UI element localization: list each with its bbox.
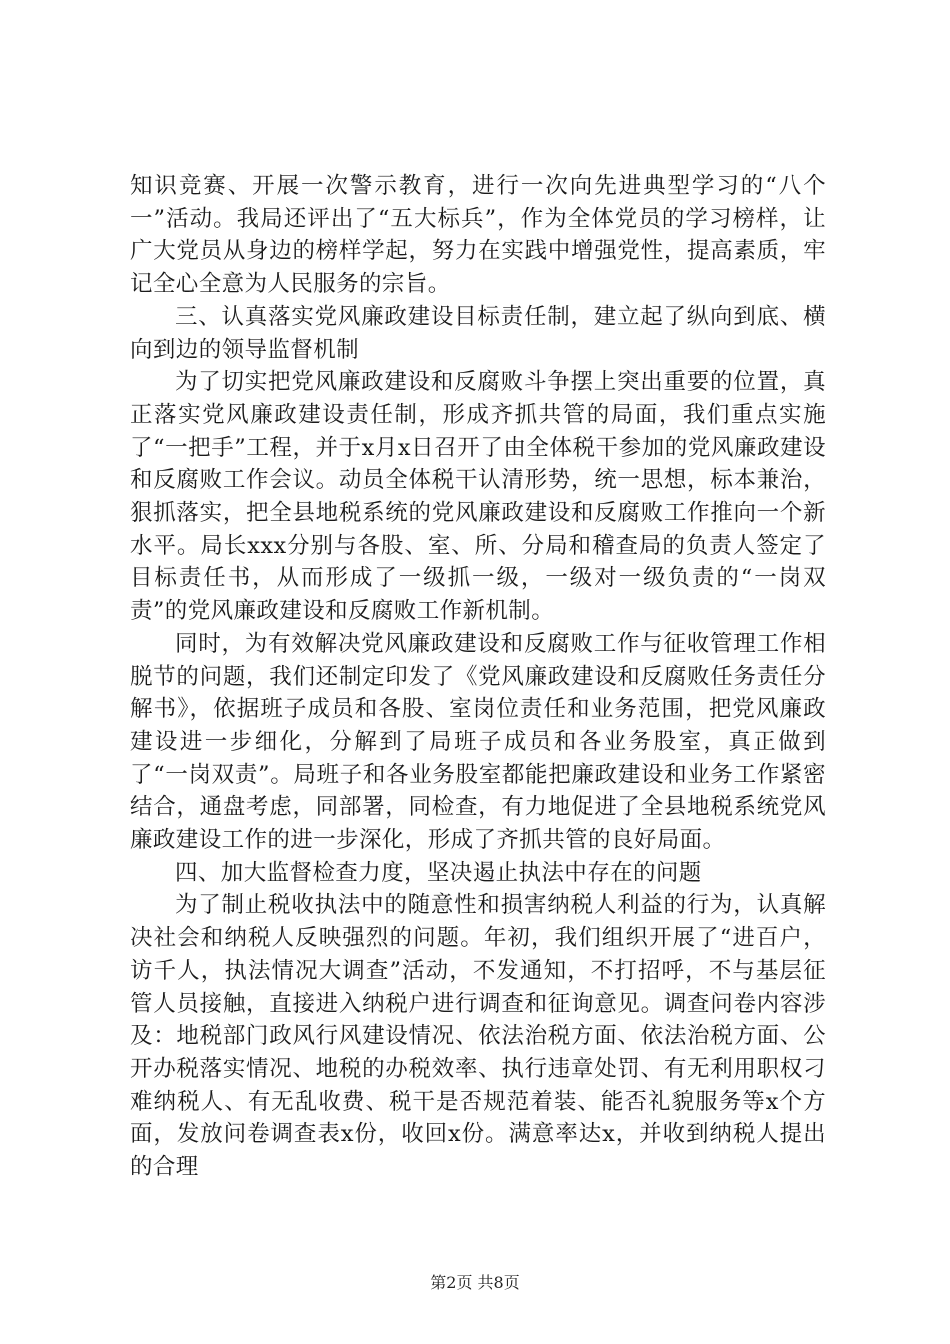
paragraph: 为了制止税收执法中的随意性和损害纳税人利益的行为，认真解决社会和纳税人反映强烈的问题。年初，我们组织开展了“进百户，访千人，执法情况大调查”活动，不发通知，不打招呼，不与基层征管人员接触，直接进入纳税户进行调查和征询意见。调查问卷内容涉及：地税部门政风行风建设情况、依法治税方面、依法治税方面、公开办税落实情况、地税的办税效率、执行违章处罚、有无利用职权刁难纳税人、有无乱收费、税干是否规范着装、能否礼貌服务等x个方面，发放问卷调查表x份，收回x份。满意率达x，并收到纳税人提出的合理 (130, 892, 826, 1181)
page-number-footer: 第2页 共8页 (430, 1273, 520, 1292)
paragraph: 同时，为有效解决党风廉政建设和反腐败工作与征收管理工作相脱节的问题，我们还制定印发了《党风廉政建设和反腐败任务责任分解书》，依据班子成员和各股、室岗位责任和业务范围，把党风廉政建设进一步细化，分解到了局班子成员和各业务股室，真正做到了“一岗双责”。局班子和各业务股室都能把廉政建设和业务工作紧密结合，通盘考虑，同部署，同检查，有力地促进了全县地税系统党风廉政建设工作的进一步深化，形成了齐抓共管的良好局面。 (130, 630, 826, 854)
paragraph-continued: 知识竞赛、开展一次警示教育，进行一次向先进典型学习的“八个一”活动。我局还评出了“五大标兵”，作为全体党员的学习榜样，让广大党员从身边的榜样学起，努力在实践中增强党性，提高素质，牢记全心全意为人民服务的宗旨。 (130, 173, 826, 298)
document-body (130, 170, 826, 1184)
paragraph: 为了切实把党风廉政建设和反腐败斗争摆上突出重要的位置，真正落实党风廉政建设责任制，形成齐抓共管的局面，我们重点实施了“一把手”工程，并于x月x日召开了由全体税干参加的党风廉政建设和反腐败工作会议。动员全体税干认清形势，统一思想，标本兼治，狠抓落实，把全县地税系统的党风廉政建设和反腐败工作推向一个新水平。局长xxx分别与各股、室、所、分局和稽查局的负责人签定了目标责任书，从而形成了一级抓一级，一级对一级负责的“一岗双责”的党风廉政建设和反腐败工作新机制。 (130, 369, 826, 625)
section-heading-three: 三、认真落实党风廉政建设目标责任制，建立起了纵向到底、横向到边的领导监督机制 (130, 303, 826, 363)
section-heading-four: 四、加大监督检查力度，坚决遏止执法中存在的问题 (175, 859, 702, 886)
